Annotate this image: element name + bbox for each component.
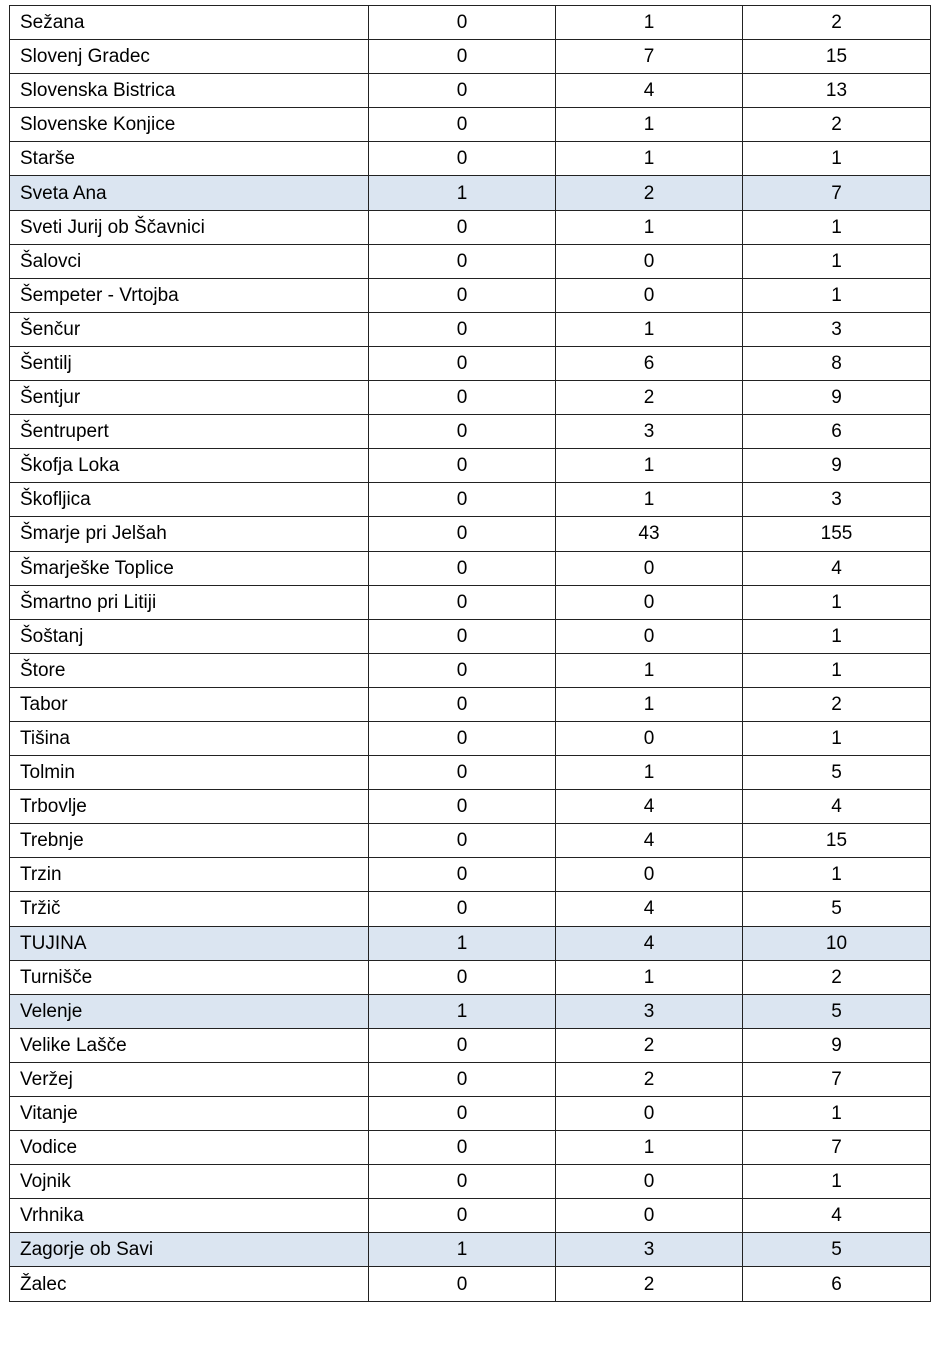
value-cell-3: 8 — [743, 346, 931, 380]
value-cell-3: 2 — [743, 6, 931, 40]
value-cell-2: 4 — [556, 892, 743, 926]
value-cell-3: 10 — [743, 926, 931, 960]
value-cell-1: 0 — [369, 210, 556, 244]
value-cell-2: 1 — [556, 312, 743, 346]
municipality-name-cell: Žalec — [10, 1267, 369, 1301]
table-row — [10, 142, 931, 176]
value-cell-3: 3 — [743, 483, 931, 517]
value-cell-1: 0 — [369, 824, 556, 858]
value-cell-2: 0 — [556, 278, 743, 312]
value-cell-2: 2 — [556, 1028, 743, 1062]
value-cell-1: 0 — [369, 1165, 556, 1199]
value-cell-3: 2 — [743, 108, 931, 142]
municipality-name-cell: Štore — [10, 653, 369, 687]
value-cell-3: 6 — [743, 1267, 931, 1301]
municipality-name-cell: Velenje — [10, 994, 369, 1028]
value-cell-3: 4 — [743, 1199, 931, 1233]
municipality-table — [9, 5, 931, 1302]
value-cell-2: 0 — [556, 551, 743, 585]
value-cell-2: 3 — [556, 415, 743, 449]
value-cell-3: 2 — [743, 960, 931, 994]
municipality-name-cell: Šalovci — [10, 244, 369, 278]
value-cell-3: 1 — [743, 653, 931, 687]
value-cell-2: 1 — [556, 1131, 743, 1165]
municipality-name-cell: Tolmin — [10, 756, 369, 790]
municipality-name-cell: Tabor — [10, 687, 369, 721]
municipality-name-cell: Tržič — [10, 892, 369, 926]
municipality-name-cell: Vodice — [10, 1131, 369, 1165]
table-row — [10, 1028, 931, 1062]
value-cell-1: 0 — [369, 960, 556, 994]
table-row — [10, 824, 931, 858]
value-cell-1: 0 — [369, 312, 556, 346]
value-cell-1: 0 — [369, 1131, 556, 1165]
value-cell-2: 4 — [556, 790, 743, 824]
value-cell-1: 1 — [369, 926, 556, 960]
municipality-name-cell: Velike Lašče — [10, 1028, 369, 1062]
table-row — [10, 449, 931, 483]
value-cell-3: 1 — [743, 210, 931, 244]
value-cell-1: 0 — [369, 1267, 556, 1301]
table-row — [10, 1097, 931, 1131]
municipality-name-cell: Tišina — [10, 721, 369, 755]
table-row — [10, 483, 931, 517]
value-cell-1: 0 — [369, 1199, 556, 1233]
municipality-name-cell: Zagorje ob Savi — [10, 1233, 369, 1267]
value-cell-3: 15 — [743, 824, 931, 858]
value-cell-3: 9 — [743, 381, 931, 415]
value-cell-2: 2 — [556, 1267, 743, 1301]
value-cell-1: 0 — [369, 721, 556, 755]
table-row — [10, 892, 931, 926]
municipality-name-cell: Trbovlje — [10, 790, 369, 824]
municipality-name-cell: Šempeter - Vrtojba — [10, 278, 369, 312]
value-cell-1: 0 — [369, 858, 556, 892]
value-cell-1: 0 — [369, 108, 556, 142]
value-cell-1: 0 — [369, 585, 556, 619]
value-cell-3: 4 — [743, 790, 931, 824]
table-row — [10, 312, 931, 346]
value-cell-3: 1 — [743, 1097, 931, 1131]
table-row — [10, 960, 931, 994]
value-cell-3: 9 — [743, 449, 931, 483]
value-cell-3: 1 — [743, 585, 931, 619]
value-cell-1: 0 — [369, 6, 556, 40]
table-row — [10, 585, 931, 619]
municipality-name-cell: Šenčur — [10, 312, 369, 346]
value-cell-1: 0 — [369, 381, 556, 415]
value-cell-1: 0 — [369, 756, 556, 790]
value-cell-3: 3 — [743, 312, 931, 346]
table-row — [10, 619, 931, 653]
value-cell-2: 2 — [556, 1062, 743, 1096]
value-cell-2: 1 — [556, 210, 743, 244]
value-cell-3: 7 — [743, 176, 931, 210]
table-row — [10, 415, 931, 449]
municipality-name-cell: Turnišče — [10, 960, 369, 994]
table-row — [10, 551, 931, 585]
value-cell-2: 2 — [556, 176, 743, 210]
table-row — [10, 40, 931, 74]
municipality-name-cell: Šmarješke Toplice — [10, 551, 369, 585]
value-cell-2: 1 — [556, 142, 743, 176]
municipality-name-cell: Škofljica — [10, 483, 369, 517]
value-cell-2: 43 — [556, 517, 743, 551]
table-row — [10, 278, 931, 312]
value-cell-2: 0 — [556, 1165, 743, 1199]
table-row — [10, 1131, 931, 1165]
value-cell-1: 1 — [369, 176, 556, 210]
table-body — [10, 6, 931, 1302]
value-cell-1: 0 — [369, 619, 556, 653]
municipality-name-cell: Sveta Ana — [10, 176, 369, 210]
table-row — [10, 6, 931, 40]
value-cell-2: 1 — [556, 483, 743, 517]
value-cell-2: 0 — [556, 858, 743, 892]
value-cell-3: 5 — [743, 1233, 931, 1267]
municipality-name-cell: Veržej — [10, 1062, 369, 1096]
table-row — [10, 721, 931, 755]
value-cell-3: 1 — [743, 619, 931, 653]
value-cell-3: 1 — [743, 244, 931, 278]
table-row — [10, 244, 931, 278]
value-cell-2: 3 — [556, 1233, 743, 1267]
municipality-name-cell: Vojnik — [10, 1165, 369, 1199]
value-cell-1: 0 — [369, 551, 556, 585]
value-cell-1: 0 — [369, 74, 556, 108]
value-cell-2: 1 — [556, 449, 743, 483]
municipality-name-cell: Vitanje — [10, 1097, 369, 1131]
value-cell-1: 0 — [369, 687, 556, 721]
value-cell-2: 0 — [556, 585, 743, 619]
value-cell-1: 0 — [369, 1028, 556, 1062]
value-cell-2: 0 — [556, 1097, 743, 1131]
table-row — [10, 517, 931, 551]
table-row — [10, 1199, 931, 1233]
value-cell-2: 0 — [556, 1199, 743, 1233]
municipality-name-cell: Trebnje — [10, 824, 369, 858]
table-row — [10, 210, 931, 244]
value-cell-3: 1 — [743, 142, 931, 176]
value-cell-1: 0 — [369, 415, 556, 449]
value-cell-1: 0 — [369, 40, 556, 74]
municipality-name-cell: Starše — [10, 142, 369, 176]
value-cell-2: 0 — [556, 721, 743, 755]
table-row — [10, 790, 931, 824]
municipality-name-cell: Šoštanj — [10, 619, 369, 653]
value-cell-2: 6 — [556, 346, 743, 380]
table-row — [10, 1062, 931, 1096]
value-cell-1: 0 — [369, 449, 556, 483]
table-row — [10, 1267, 931, 1301]
value-cell-2: 2 — [556, 381, 743, 415]
value-cell-2: 0 — [556, 244, 743, 278]
municipality-name-cell: Sveti Jurij ob Ščavnici — [10, 210, 369, 244]
value-cell-3: 4 — [743, 551, 931, 585]
table-row-highlighted — [10, 176, 931, 210]
value-cell-3: 1 — [743, 721, 931, 755]
municipality-name-cell: Šmarje pri Jelšah — [10, 517, 369, 551]
value-cell-2: 1 — [556, 108, 743, 142]
value-cell-3: 7 — [743, 1131, 931, 1165]
value-cell-3: 155 — [743, 517, 931, 551]
municipality-name-cell: Slovenske Konjice — [10, 108, 369, 142]
value-cell-1: 0 — [369, 142, 556, 176]
municipality-name-cell: Škofja Loka — [10, 449, 369, 483]
value-cell-3: 5 — [743, 892, 931, 926]
value-cell-1: 0 — [369, 1097, 556, 1131]
value-cell-1: 0 — [369, 1062, 556, 1096]
value-cell-3: 15 — [743, 40, 931, 74]
value-cell-1: 0 — [369, 278, 556, 312]
value-cell-2: 0 — [556, 619, 743, 653]
value-cell-3: 13 — [743, 74, 931, 108]
table-row — [10, 858, 931, 892]
table-row-highlighted — [10, 994, 931, 1028]
value-cell-3: 1 — [743, 278, 931, 312]
value-cell-2: 4 — [556, 74, 743, 108]
table-row — [10, 108, 931, 142]
value-cell-3: 2 — [743, 687, 931, 721]
value-cell-2: 1 — [556, 653, 743, 687]
table-row — [10, 381, 931, 415]
municipality-name-cell: Vrhnika — [10, 1199, 369, 1233]
value-cell-3: 1 — [743, 858, 931, 892]
value-cell-1: 0 — [369, 483, 556, 517]
municipality-name-cell: Šentjur — [10, 381, 369, 415]
value-cell-2: 4 — [556, 926, 743, 960]
table-row — [10, 1165, 931, 1199]
value-cell-3: 7 — [743, 1062, 931, 1096]
municipality-name-cell: Slovenj Gradec — [10, 40, 369, 74]
table-row — [10, 74, 931, 108]
value-cell-1: 0 — [369, 346, 556, 380]
municipality-name-cell: TUJINA — [10, 926, 369, 960]
value-cell-1: 0 — [369, 244, 556, 278]
value-cell-3: 5 — [743, 756, 931, 790]
value-cell-1: 1 — [369, 994, 556, 1028]
table-row — [10, 756, 931, 790]
municipality-name-cell: Šentrupert — [10, 415, 369, 449]
value-cell-3: 6 — [743, 415, 931, 449]
value-cell-1: 0 — [369, 892, 556, 926]
value-cell-1: 0 — [369, 517, 556, 551]
table-row-highlighted — [10, 926, 931, 960]
value-cell-3: 1 — [743, 1165, 931, 1199]
table-row — [10, 687, 931, 721]
value-cell-1: 1 — [369, 1233, 556, 1267]
value-cell-2: 1 — [556, 687, 743, 721]
municipality-name-cell: Trzin — [10, 858, 369, 892]
value-cell-2: 3 — [556, 994, 743, 1028]
value-cell-3: 5 — [743, 994, 931, 1028]
value-cell-3: 9 — [743, 1028, 931, 1062]
municipality-name-cell: Sežana — [10, 6, 369, 40]
municipality-name-cell: Slovenska Bistrica — [10, 74, 369, 108]
value-cell-1: 0 — [369, 790, 556, 824]
value-cell-2: 4 — [556, 824, 743, 858]
value-cell-2: 1 — [556, 756, 743, 790]
municipality-name-cell: Šmartno pri Litiji — [10, 585, 369, 619]
table-row — [10, 346, 931, 380]
table-row — [10, 653, 931, 687]
value-cell-2: 7 — [556, 40, 743, 74]
municipality-name-cell: Šentilj — [10, 346, 369, 380]
table-row-highlighted — [10, 1233, 931, 1267]
value-cell-1: 0 — [369, 653, 556, 687]
value-cell-2: 1 — [556, 6, 743, 40]
value-cell-2: 1 — [556, 960, 743, 994]
